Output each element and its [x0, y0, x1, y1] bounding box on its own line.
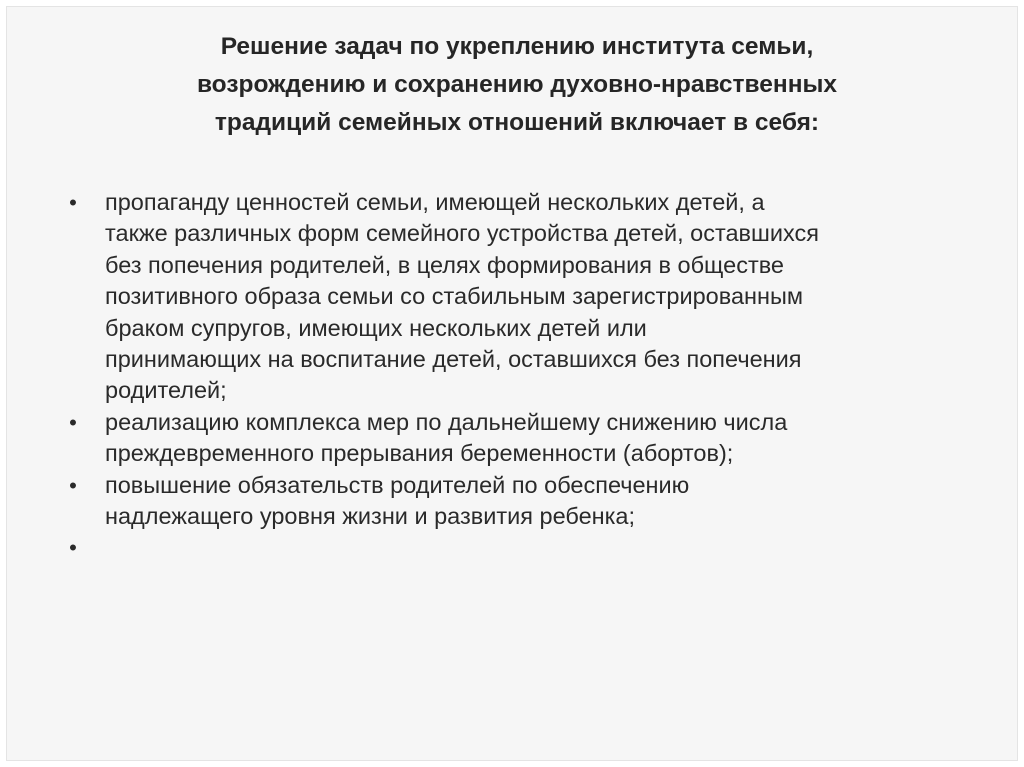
bullet-text-line: пропаганду ценностей семьи, имеющей нескольких детей, а: [105, 189, 765, 215]
bullet-text-line: родителей;: [105, 377, 227, 404]
title-line: традиций семейных отношений включает в себя:: [214, 109, 820, 136]
bullet-text-line: реализацию комплекса мер по дальнейшему снижению числа: [105, 408, 788, 435]
bullet-item: [63, 187, 983, 407]
bullet-item: [63, 407, 983, 470]
bullet-text-line: преждевременного прерывания беременности (абортов);: [105, 440, 734, 467]
bullet-text-line: без попечения родителей, в целях формирования в обществе: [105, 251, 784, 278]
bullet-point-icon: •: [69, 190, 77, 215]
bullet-text-line: также различных форм семейного устройства детей, оставшихся: [105, 220, 819, 247]
slide: [6, 6, 1018, 761]
bullet-point-icon: •: [69, 409, 77, 435]
bullet-item: [63, 470, 983, 533]
slide-title: [87, 28, 947, 142]
bullet-point-icon: •: [69, 472, 77, 498]
bullet-item-empty: [63, 532, 983, 563]
bullet-text-line: надлежащего уровня жизни и развития ребенка;: [105, 503, 636, 530]
title-line: Решение задач по укреплению института семьи,: [220, 33, 814, 60]
title-line: возрождению и сохранению духовно-нравственных: [196, 71, 838, 98]
bullet-text-line: повышение обязательств родителей по обеспечению: [105, 471, 690, 498]
bullet-text-line: позитивного образа семьи со стабильным зарегистрированным: [105, 283, 804, 310]
bullet-text-line: браком супругов, имеющих нескольких детей или: [105, 314, 647, 341]
bullet-list: [63, 187, 983, 564]
bullet-text-line: [105, 532, 983, 563]
bullet-text-line: принимающих на воспитание детей, оставшихся без попечения: [105, 346, 802, 373]
bullet-point-icon: •: [69, 535, 77, 561]
